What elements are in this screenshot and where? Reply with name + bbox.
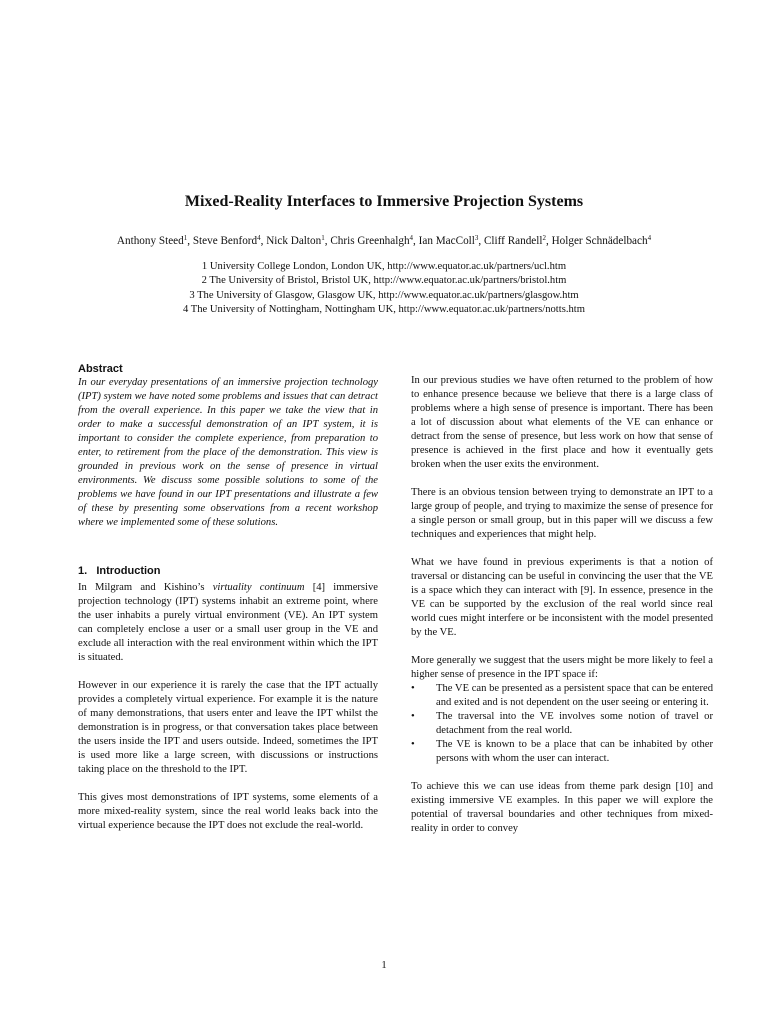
- body-paragraph-4: More generally we suggest that the users might be more likely to feel a higher sense of presence in the IPT space if:: [411, 655, 713, 680]
- author-name: Cliff Randell: [483, 235, 543, 247]
- author-name: Chris Greenhalgh: [330, 235, 410, 247]
- bullet-item: [411, 682, 713, 710]
- intro-paragraph-2: However in our experience it is rarely the case that the IPT actually provides a completely virtual experience. For example it is the nature of many demonstrations, that users enter and leave the IPT whilst the demonstration is in progress, or that conversation takes place between the users inside the IPT and users outside. Indeed, sometimes the IPT is used more like a large screen, with discussions or instructions taking place on the threshold to the IPT.: [78, 680, 378, 775]
- intro-p1-emphasis: virtuality continuum: [212, 582, 305, 593]
- right-column: [411, 374, 713, 836]
- author-affiliation-mark: 1: [183, 234, 188, 242]
- bullet-dot: •: [411, 683, 415, 694]
- body-paragraph-3: What we have found in previous experiments is that a notion of traversal or distancing can be useful in convincing the user that the VE is a space which they can interact with [9]. In essence, presence in the VE can be supported by the exclusion of the real world since real world cues might interfere or be inconsistent with the model presented by the VE.: [411, 557, 713, 638]
- author-name: Holger Schnädelbach: [551, 235, 648, 247]
- left-column: [78, 362, 378, 833]
- author-name: Nick Dalton: [266, 235, 322, 247]
- affiliation-line: 2 The University of Bristol, Bristol UK, http://www.equator.ac.uk/partners/bristol.htm: [201, 275, 567, 287]
- affiliation-line: 1 University College London, London UK, http://www.equator.ac.uk/partners/ucl.htm: [201, 261, 567, 272]
- author-affiliation-mark: 3: [474, 234, 479, 242]
- author-list: Anthony Steed$^1$, Steve Benford$^4$, Nick Dalton$^1$, Chris Greenhalgh$^4$, Ian MacColl$^3$, Cliff Randell$^2$, Holger Schnädelbach$^4$: [116, 234, 652, 247]
- bullet-text: The traversal into the VE involves some notion of travel or detachment from the real world.: [436, 711, 713, 736]
- bullet-dot: •: [411, 711, 415, 722]
- introduction-heading: 1. Introduction: [78, 565, 161, 577]
- bullet-item: [411, 710, 713, 738]
- intro-p1-text-after: [4] immersive projection technology (IPT) systems inhabit an extreme point, where the user inhabits a purely virtual environment (VE). An IPT system can completely enclose a user or a small user group in the VE and exclude all interaction with the real environment within which the IPT is situated.: [78, 582, 378, 663]
- affiliation-list: [0, 260, 768, 318]
- body-paragraph-5: To achieve this we can use ideas from theme park design [10] and existing immersive VE examples. In this paper we will explore the potential of traversal boundaries and other techniques from mixed-reality in order to convey: [411, 781, 713, 834]
- affiliation-line: 4 The University of Nottingham, Nottingham UK, http://www.equator.ac.uk/partners/notts.htm: [183, 304, 585, 316]
- affiliation-line: 3 The University of Glasgow, Glasgow UK, http://www.equator.ac.uk/partners/glasgow.htm: [189, 289, 579, 301]
- bullet-dot: •: [411, 739, 415, 750]
- paper-title: Mixed-Reality Interfaces to Immersive Projection Systems: [184, 193, 584, 210]
- author-affiliation-mark: 2: [542, 234, 546, 242]
- author-affiliation-mark: 4: [409, 234, 414, 242]
- page-number: 1: [381, 960, 387, 971]
- author-affiliation-mark: 4: [257, 234, 261, 242]
- bullet-text: The VE can be presented as a persistent space that can be entered and exited and is not dependent on the user seeing or entering it.: [436, 683, 713, 708]
- presence-bullet-list: [411, 682, 713, 766]
- author-name: Steve Benford: [192, 235, 258, 247]
- intro-paragraph-1: [78, 581, 378, 665]
- author-affiliation-mark: 4: [647, 234, 652, 242]
- author-name: Ian MacColl: [418, 235, 475, 247]
- intro-p1-text-before: In Milgram and Kishino’s: [78, 582, 213, 593]
- bullet-text: The VE is known to be a place that can be inhabited by other persons with whom the user can interact.: [436, 739, 713, 764]
- bullet-item: [411, 738, 713, 766]
- body-paragraph-2: There is an obvious tension between trying to demonstrate an IPT to a large group of people, and trying to maximize the sense of presence for a single person or small group, but in this paper will we discuss a few techniques and experiences that might help.: [411, 487, 713, 540]
- author-name: Anthony Steed: [116, 235, 184, 247]
- author-affiliation-mark: 1: [321, 234, 325, 242]
- body-paragraph-1: In our previous studies we have often returned to the problem of how to enhance presence because we believe that there is a large class of problems where a high sense of presence is important. There has been a lot of discussion about what elements of the VE can enhance or detract from the sense of presence, but less work on how that sense of presence is achieved in the first place and how it eventually gets broken when the user exits the environment.: [411, 375, 713, 470]
- abstract-heading: Abstract: [78, 363, 123, 375]
- intro-paragraph-3: This gives most demonstrations of IPT systems, some elements of a more mixed-reality system, since the real world leaks back into the virtual experience because the IPT does not exclude the real-world.: [78, 792, 378, 831]
- abstract-text: In our everyday presentations of an immersive projection technology (IPT) system we have noted some problems and issues that can detract from the overall experience. In this paper we take the view that in order to make a successful demonstration of an IPT system, it is important to consider the complete experience, from preparation to enter, to retirement from the place of the demonstration. This view is grounded in previous work on the sense of presence in virtual environments. We discuss some possible solutions to some of the problems we have found in our IPT presentations and illustrate a few of these by presenting some observations from a recent workshop where we implemented some of these solutions.: [78, 377, 378, 528]
